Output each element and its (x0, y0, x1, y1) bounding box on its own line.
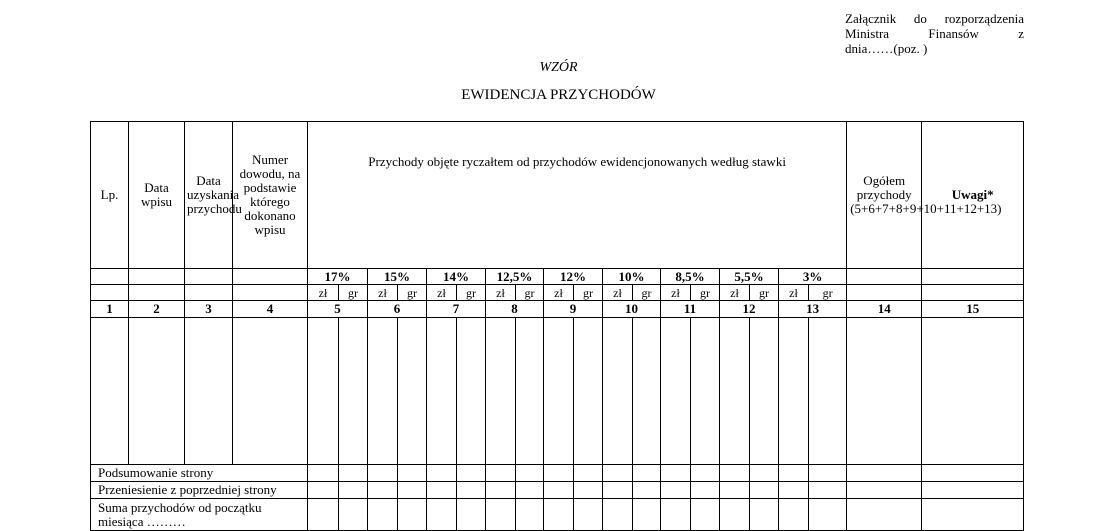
entry-cell[interactable] (847, 482, 922, 499)
column-number: 10 (603, 301, 661, 318)
entry-cell[interactable] (661, 482, 691, 499)
unit-zl: zł (308, 285, 339, 301)
rate-12-5: 12,5% (486, 269, 544, 285)
unit-gr: gr (691, 285, 720, 301)
entry-cell[interactable] (486, 318, 516, 465)
entry-cell[interactable] (720, 318, 750, 465)
annex-line-3: dnia……(poz. ) (845, 41, 928, 56)
annex-line-1: Załącznik do rozporządzenia (845, 11, 1024, 26)
entry-cell[interactable] (91, 318, 129, 465)
unit-gr: gr (516, 285, 544, 301)
entry-cell[interactable] (847, 465, 922, 482)
entry-cell[interactable] (750, 318, 779, 465)
empty-cell (233, 269, 308, 285)
entry-cell[interactable] (457, 465, 486, 482)
empty-cell (922, 269, 1024, 285)
entry-cell[interactable] (368, 318, 398, 465)
column-number: 7 (427, 301, 486, 318)
entry-cell[interactable] (922, 499, 1024, 531)
empty-cell (185, 285, 233, 301)
column-number: 2 (129, 301, 185, 318)
entry-cell[interactable] (750, 499, 779, 531)
entry-cell[interactable] (427, 499, 457, 531)
empty-cell (91, 285, 129, 301)
entry-cell[interactable] (427, 318, 457, 465)
entry-cell[interactable] (185, 318, 233, 465)
empty-cell (847, 285, 922, 301)
unit-gr: gr (633, 285, 661, 301)
column-number: 14 (847, 301, 922, 318)
entry-cell[interactable] (457, 318, 486, 465)
entry-cell[interactable] (486, 499, 516, 531)
column-number: 8 (486, 301, 544, 318)
entry-cell[interactable] (339, 482, 368, 499)
unit-zl: zł (603, 285, 633, 301)
entry-cell[interactable] (368, 465, 398, 482)
entry-cell[interactable] (922, 482, 1024, 499)
unit-zl: zł (368, 285, 398, 301)
entry-cell[interactable] (574, 465, 603, 482)
entry-cell[interactable] (779, 482, 809, 499)
rate-5-5: 5,5% (720, 269, 779, 285)
entry-cell[interactable] (809, 318, 847, 465)
entries-area (91, 318, 1024, 465)
empty-cell (185, 269, 233, 285)
entry-cell[interactable] (750, 482, 779, 499)
entry-cell[interactable] (233, 318, 308, 465)
entry-cell[interactable] (516, 499, 544, 531)
column-number: 4 (233, 301, 308, 318)
entry-cell[interactable] (339, 465, 368, 482)
entry-cell[interactable] (691, 499, 720, 531)
unit-gr: gr (457, 285, 486, 301)
summary-row-carryover (91, 482, 1024, 499)
unit-gr: gr (339, 285, 368, 301)
unit-zl: zł (544, 285, 574, 301)
entry-cell[interactable] (308, 318, 339, 465)
entry-cell[interactable] (633, 465, 661, 482)
unit-gr: gr (574, 285, 603, 301)
rate-17: 17% (308, 269, 368, 285)
unit-zl: zł (427, 285, 457, 301)
entry-cell[interactable] (398, 318, 427, 465)
empty-cell (91, 269, 129, 285)
entry-cell[interactable] (516, 318, 544, 465)
entry-cell[interactable] (779, 465, 809, 482)
column-number: 5 (308, 301, 368, 318)
entry-cell[interactable] (750, 465, 779, 482)
annex-line-2: Ministra Finansów z (845, 26, 1024, 41)
entry-cell[interactable] (398, 465, 427, 482)
entry-cell[interactable] (339, 318, 368, 465)
entry-cell[interactable] (308, 465, 339, 482)
entry-cell[interactable] (633, 482, 661, 499)
entry-cell[interactable] (720, 482, 750, 499)
entry-cell[interactable] (922, 318, 1024, 465)
entry-cell[interactable] (603, 482, 633, 499)
entry-cell[interactable] (633, 318, 661, 465)
entry-cell[interactable] (661, 499, 691, 531)
entry-cell[interactable] (720, 499, 750, 531)
column-number: 12 (720, 301, 779, 318)
entry-cell[interactable] (398, 482, 427, 499)
unit-zl: zł (486, 285, 516, 301)
entry-cell[interactable] (779, 499, 809, 531)
entry-cell[interactable] (691, 318, 720, 465)
column-number: 13 (779, 301, 847, 318)
entry-cell[interactable] (516, 465, 544, 482)
header-numer-dowodu: Numer dowodu, na podstawie którego dokonano wpisu (233, 122, 308, 269)
rate-14: 14% (427, 269, 486, 285)
entry-cell[interactable] (457, 482, 486, 499)
unit-zl: zł (779, 285, 809, 301)
column-number: 15 (922, 301, 1024, 318)
entry-cell[interactable] (603, 499, 633, 531)
unit-zl: zł (720, 285, 750, 301)
unit-zl: zł (661, 285, 691, 301)
summary-label-page: Podsumowanie strony (91, 465, 308, 482)
rate-3: 3% (779, 269, 847, 285)
entry-cell[interactable] (308, 482, 339, 499)
entry-cell[interactable] (308, 499, 339, 531)
rate-15: 15% (368, 269, 427, 285)
header-przychody: Przychody objęte ryczałtem od przychodów ewidencjonowanych według stawki (308, 122, 847, 269)
entry-cell[interactable] (574, 482, 603, 499)
entry-cell[interactable] (544, 482, 574, 499)
entry-cell[interactable] (427, 465, 457, 482)
template-label: WZÓR (539, 60, 578, 75)
column-number: 6 (368, 301, 427, 318)
empty-cell (129, 285, 185, 301)
entry-cell[interactable] (847, 318, 922, 465)
entry-cell[interactable] (544, 318, 574, 465)
rate-10: 10% (603, 269, 661, 285)
entry-cell[interactable] (544, 465, 574, 482)
empty-cell (233, 285, 308, 301)
summary-row-month (91, 499, 1024, 531)
entry-cell[interactable] (457, 499, 486, 531)
empty-cell (847, 269, 922, 285)
entry-cell[interactable] (574, 499, 603, 531)
column-number: 9 (544, 301, 603, 318)
entry-cell[interactable] (574, 318, 603, 465)
entry-cell[interactable] (398, 499, 427, 531)
header-data-uzyskania: Data uzyskania przychodu (185, 122, 233, 269)
summary-label-carryover: Przeniesienie z poprzedniej strony (91, 482, 308, 499)
entry-cell[interactable] (129, 318, 185, 465)
column-number: 11 (661, 301, 720, 318)
entry-cell[interactable] (603, 318, 633, 465)
entry-cell[interactable] (633, 499, 661, 531)
entry-cell[interactable] (720, 465, 750, 482)
summary-row-page (91, 465, 1024, 482)
entry-cell[interactable] (486, 465, 516, 482)
rate-8-5: 8,5% (661, 269, 720, 285)
rate-12: 12% (544, 269, 603, 285)
entry-cell[interactable] (661, 318, 691, 465)
entry-cell[interactable] (809, 482, 847, 499)
header-data-wpisu: Data wpisu (129, 122, 185, 269)
column-number: 3 (185, 301, 233, 318)
entry-cell[interactable] (809, 465, 847, 482)
entry-cell[interactable] (603, 465, 633, 482)
entry-cell[interactable] (809, 499, 847, 531)
entry-cell[interactable] (922, 465, 1024, 482)
empty-cell (129, 269, 185, 285)
unit-gr: gr (809, 285, 847, 301)
entry-cell[interactable] (779, 318, 809, 465)
header-lp: Lp. (91, 122, 129, 269)
annex-note (845, 11, 1024, 56)
revenue-register-table (90, 121, 1024, 531)
unit-gr: gr (750, 285, 779, 301)
entry-cell[interactable] (544, 499, 574, 531)
summary-label-month: Suma przychodów od początku miesiąca ……… (91, 499, 308, 531)
empty-cell (922, 285, 1024, 301)
entry-cell[interactable] (691, 482, 720, 499)
column-number: 1 (91, 301, 129, 318)
entry-cell[interactable] (516, 482, 544, 499)
entry-cell[interactable] (691, 465, 720, 482)
header-ogolem: Ogółem przychody (5+6+7+8+9+10+11+12+13) (847, 122, 922, 269)
entry-cell[interactable] (339, 499, 368, 531)
header-uwagi: Uwagi* (922, 122, 1024, 269)
document-title: EWIDENCJA PRZYCHODÓW (461, 87, 656, 103)
entry-cell[interactable] (368, 482, 398, 499)
entry-cell[interactable] (847, 499, 922, 531)
entry-cell[interactable] (486, 482, 516, 499)
entry-cell[interactable] (427, 482, 457, 499)
entry-cell[interactable] (661, 465, 691, 482)
unit-gr: gr (398, 285, 427, 301)
entry-cell[interactable] (368, 499, 398, 531)
